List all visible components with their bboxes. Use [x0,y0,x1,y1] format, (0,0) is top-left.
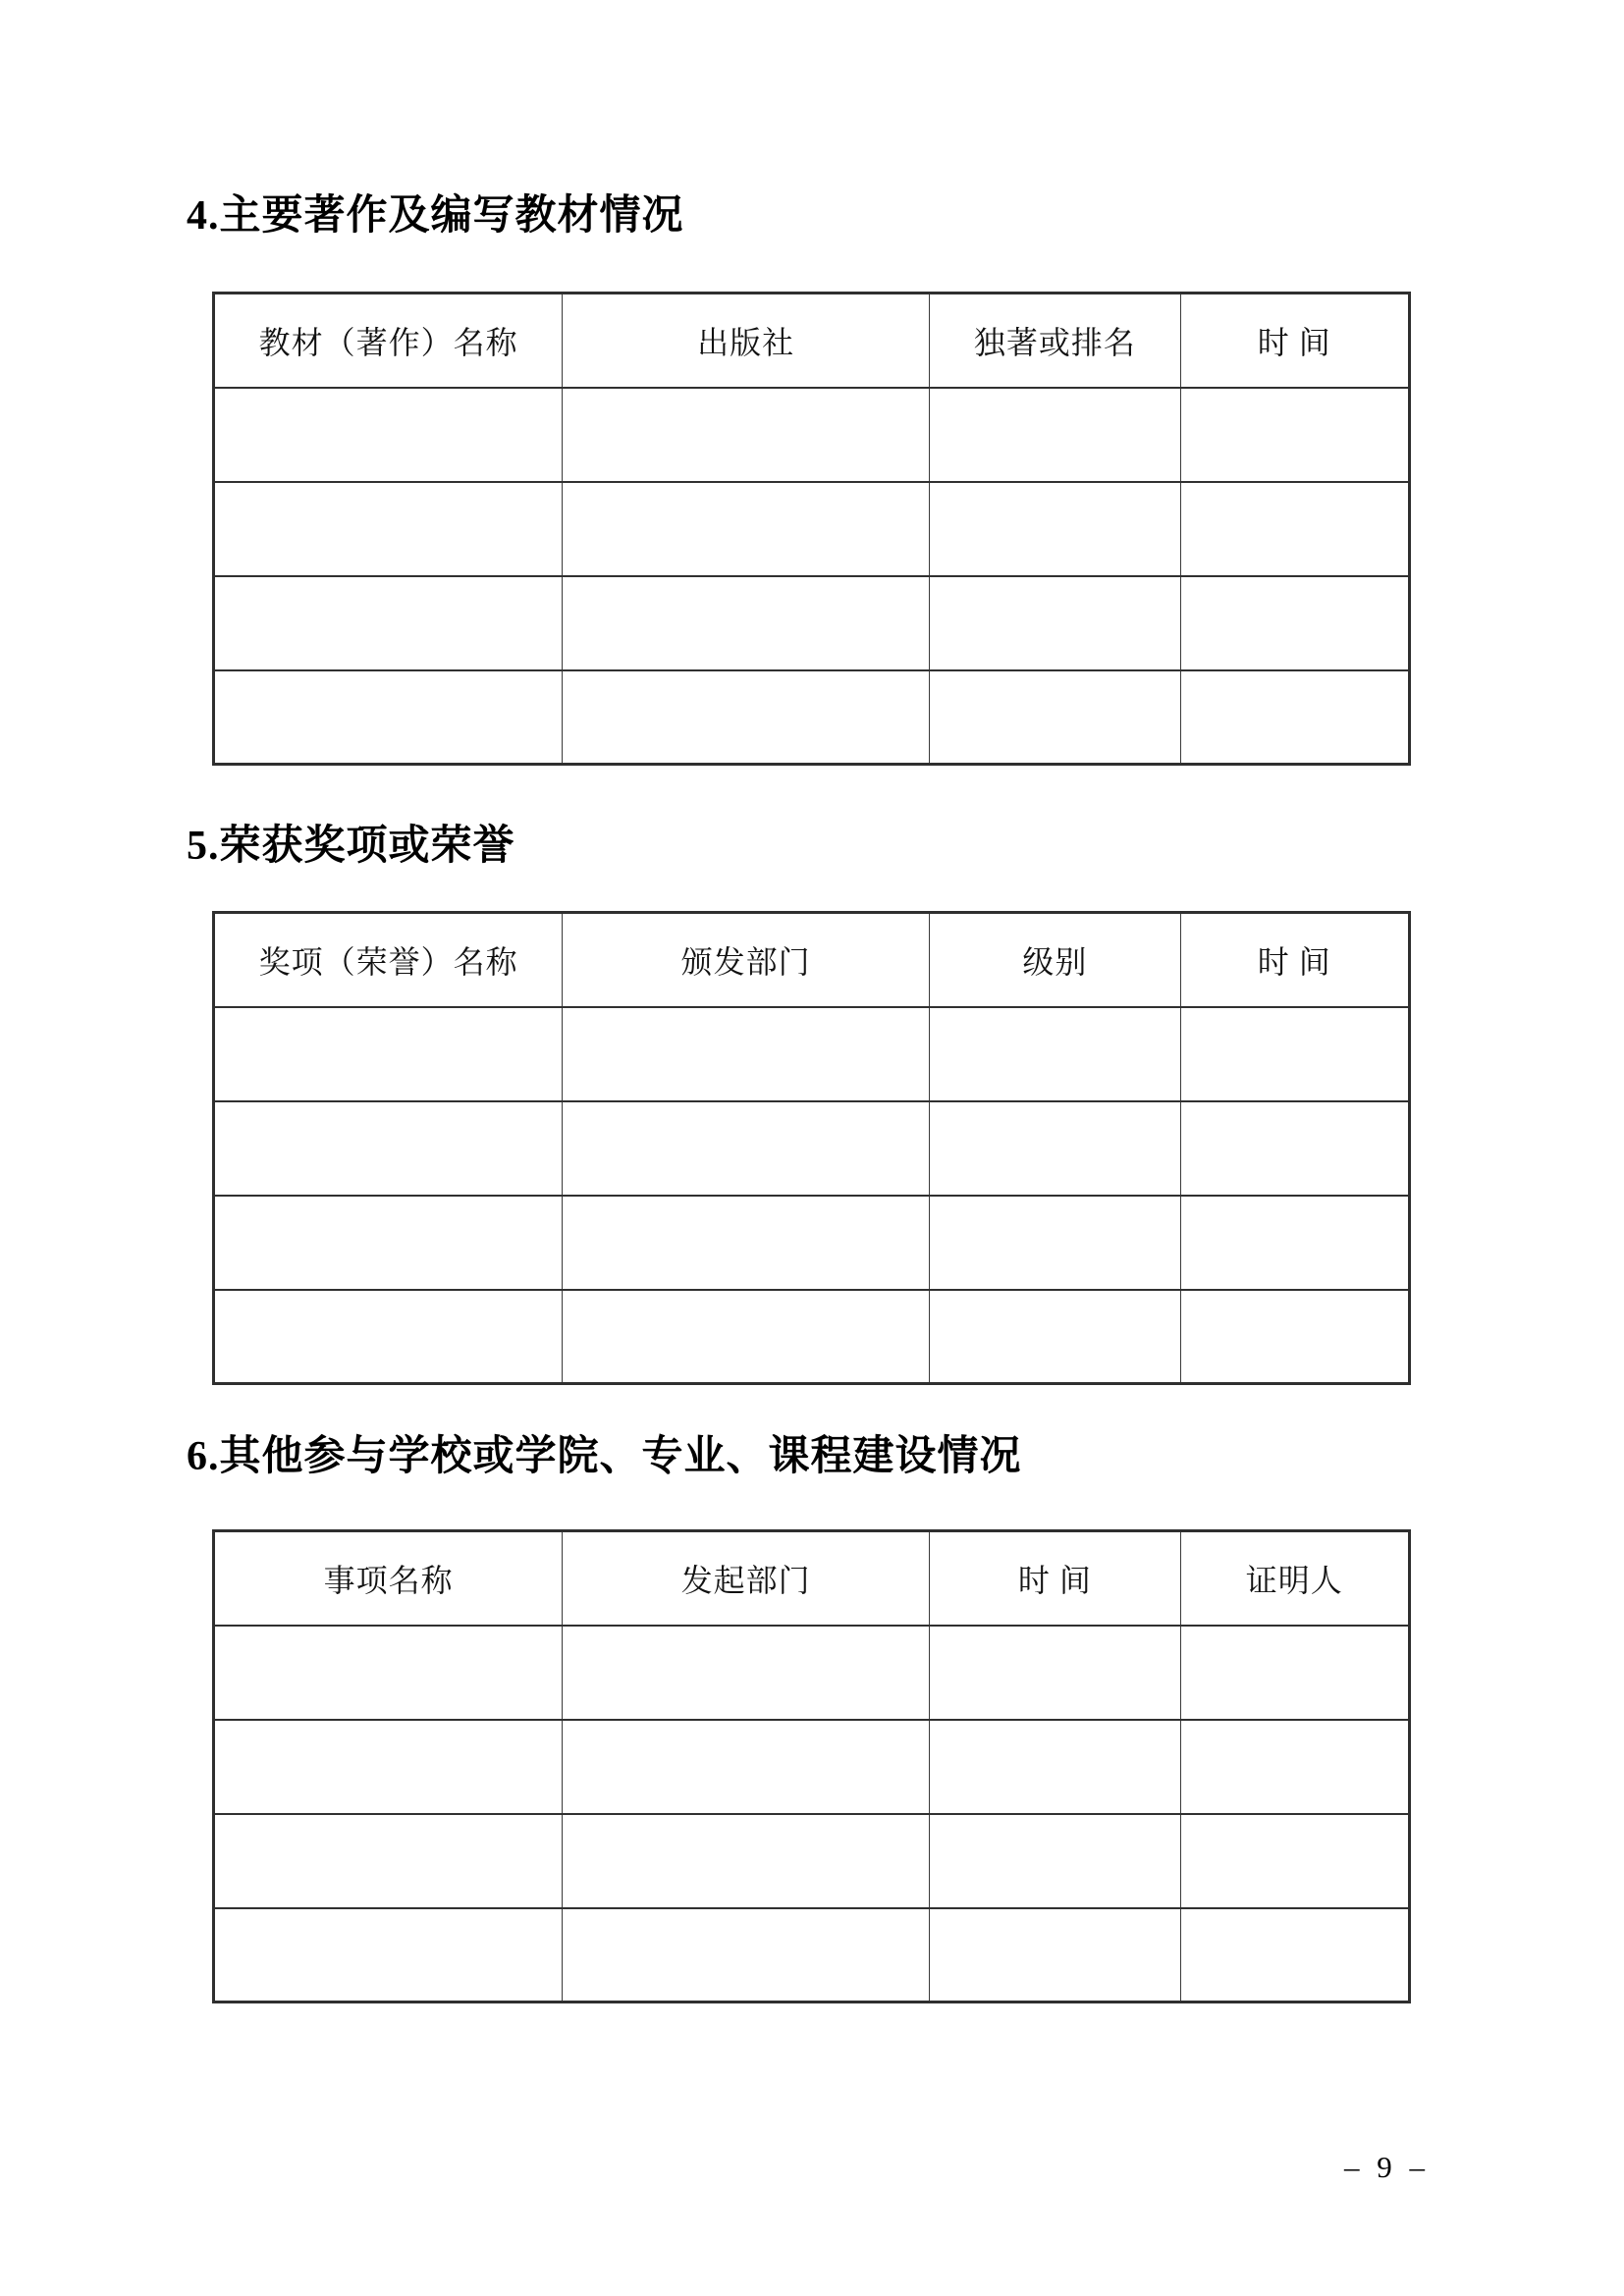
header-cell-level: 级别 [930,913,1180,1007]
empty-cell [214,1101,563,1196]
header-cell-certifier: 证明人 [1180,1531,1409,1626]
empty-cell [563,1290,930,1384]
empty-cell [214,482,563,576]
other-construction-activities-table [212,1529,1411,2003]
empty-cell [930,1196,1180,1290]
table-row [214,1196,1410,1290]
header-cell-time: 时 间 [930,1531,1180,1626]
empty-cell [1180,1101,1409,1196]
table-row [214,1720,1410,1814]
header-cell-item-name: 事项名称 [214,1531,563,1626]
empty-cell [1180,1720,1409,1814]
table-row [214,670,1410,765]
table-row [214,1626,1410,1720]
empty-cell [214,1290,563,1384]
empty-cell [214,1720,563,1814]
works-and-textbooks-table [212,292,1411,766]
empty-cell [930,1290,1180,1384]
section-6-title: 6.其他参与学校或学院、专业、课程建设情况 [187,1434,1022,1479]
empty-cell [563,1720,930,1814]
empty-cell [563,1101,930,1196]
header-cell-award-name: 奖项（荣誉）名称 [214,913,563,1007]
empty-cell [1180,576,1409,670]
empty-cell [1180,1196,1409,1290]
section-5-title: 5.荣获奖项或荣誉 [187,824,515,869]
empty-cell [563,1007,930,1101]
table-header-row [214,913,1410,1007]
header-cell-work-name: 教材（著作）名称 [214,294,563,388]
table-row [214,482,1410,576]
table-header-row [214,1531,1410,1626]
table-row [214,1101,1410,1196]
empty-cell [563,482,930,576]
empty-cell [563,388,930,482]
empty-cell [563,1908,930,2002]
header-cell-initiating-department: 发起部门 [563,1531,930,1626]
table-row [214,576,1410,670]
table-row [214,1007,1410,1101]
table-row [214,1290,1410,1384]
empty-cell [930,1720,1180,1814]
header-cell-time: 时 间 [1180,294,1409,388]
table-row [214,1814,1410,1908]
empty-cell [563,670,930,765]
awards-and-honors-table [212,911,1411,1385]
empty-cell [930,1101,1180,1196]
header-cell-time: 时 间 [1180,913,1409,1007]
table-row [214,1908,1410,2002]
empty-cell [1180,1290,1409,1384]
empty-cell [930,482,1180,576]
empty-cell [214,1007,563,1101]
empty-cell [214,670,563,765]
empty-cell [1180,1007,1409,1101]
header-cell-sole-author-or-rank: 独著或排名 [930,294,1180,388]
empty-cell [563,1196,930,1290]
empty-cell [930,576,1180,670]
page-number: – 9 – [1344,2150,1425,2184]
empty-cell [1180,1626,1409,1720]
empty-cell [930,1814,1180,1908]
empty-cell [214,1196,563,1290]
header-cell-issuing-department: 颁发部门 [563,913,930,1007]
empty-cell [1180,482,1409,576]
table-header-row [214,294,1410,388]
table-row [214,388,1410,482]
empty-cell [214,576,563,670]
empty-cell [214,1908,563,2002]
empty-cell [563,1814,930,1908]
empty-cell [214,1814,563,1908]
empty-cell [1180,388,1409,482]
empty-cell [563,576,930,670]
empty-cell [930,670,1180,765]
header-cell-publisher: 出版社 [563,294,930,388]
empty-cell [930,1908,1180,2002]
empty-cell [1180,670,1409,765]
empty-cell [563,1626,930,1720]
empty-cell [930,1007,1180,1101]
section-4-title: 4.主要著作及编写教材情况 [187,193,684,239]
empty-cell [214,1626,563,1720]
empty-cell [930,388,1180,482]
empty-cell [214,388,563,482]
empty-cell [930,1626,1180,1720]
empty-cell [1180,1814,1409,1908]
empty-cell [1180,1908,1409,2002]
